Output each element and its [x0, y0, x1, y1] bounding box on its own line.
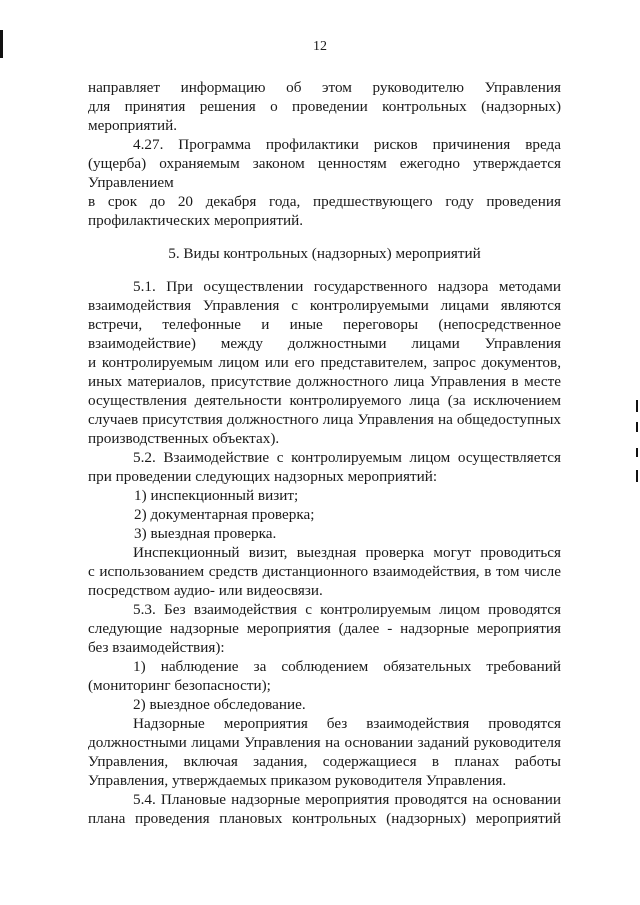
text-line: взаимодействия Управления с контролируемыми лицами являются	[88, 297, 561, 314]
section-5-heading: 5. Виды контрольных (надзорных) мероприятий	[168, 245, 481, 262]
text-line: (ущерба) охраняемым законом ценностям ежегодно утверждается	[88, 155, 561, 172]
text-line: взаимодействие) между должностными лицами Управления	[88, 335, 561, 352]
scan-edge-mark-right-4	[636, 470, 638, 482]
text-line: 2) выездное обследование.	[133, 696, 306, 713]
text-line: Инспекционный визит, выездная проверка могут проводиться	[133, 544, 561, 561]
paragraph-5-1	[88, 277, 561, 448]
text-line: для принятия решения о проведении контрольных (надзорных)	[88, 98, 561, 115]
text-line: Управления, включая задания, содержащиеся в планах работы	[88, 753, 561, 770]
text-line: должностными лицами Управления на основании заданий руководителя	[88, 734, 561, 751]
paragraph-5-2	[88, 448, 561, 486]
paragraph-5-3-item-1	[88, 657, 561, 695]
list-item: 1) инспекционный визит;	[134, 487, 299, 504]
list-item: 2) документарная проверка;	[134, 506, 315, 523]
text-line: 5.3. Без взаимодействия с контролируемым лицом проводятся	[133, 601, 561, 618]
list-5-2	[88, 486, 561, 543]
text-line: случаев присутствия должностного лица Управления на общедоступных	[88, 411, 561, 428]
document-body	[88, 78, 561, 828]
text-line: в срок до 20 декабря года, предшествующего году проведения	[88, 193, 561, 210]
text-line: 5.4. Плановые надзорные мероприятия проводятся на основании	[133, 791, 561, 808]
page-number: 12	[313, 39, 327, 54]
text-line: Надзорные мероприятия без взаимодействия проводятся	[133, 715, 561, 732]
text-line: без взаимодействия):	[88, 639, 225, 656]
text-line: 5.2. Взаимодействие с контролируемым лицом осуществляется	[133, 449, 561, 466]
text-line: 1) наблюдение за соблюдением обязательных требований	[133, 658, 561, 675]
text-line: осуществления деятельности контролируемого лица (за исключением	[88, 392, 561, 409]
text-line: иных материалов, присутствие должностного лица Управления в месте	[88, 373, 561, 390]
paragraph-5-3-tasks	[88, 714, 561, 790]
list-item: 3) выездная проверка.	[134, 525, 277, 542]
paragraph-5-2-remote	[88, 543, 561, 600]
text-line: профилактических мероприятий.	[88, 212, 304, 229]
scan-edge-mark-right-2	[636, 422, 638, 432]
paragraph-5-3	[88, 600, 561, 657]
scan-edge-mark-right	[636, 400, 638, 412]
text-line: Управления, утверждаемых приказом руководителя Управления.	[88, 772, 507, 789]
text-line: 5.1. При осуществлении государственного надзора методами	[133, 278, 561, 295]
paragraph-5-3-item-2	[88, 695, 561, 714]
text-line: (мониторинг безопасности);	[88, 677, 271, 694]
text-line: с использованием средств дистанционного взаимодействия, в том числе	[88, 563, 561, 580]
paragraph-4-27	[88, 135, 561, 192]
text-line: посредством аудио- или видеосвязи.	[88, 582, 323, 599]
text-line: мероприятий.	[88, 117, 178, 134]
text-line: направляет информацию об этом руководителю Управления	[88, 79, 561, 96]
text-line: следующие надзорные мероприятия (далее - надзорные мероприятия	[88, 620, 561, 637]
text-line: при проведении следующих надзорных мероприятий:	[88, 468, 438, 485]
text-line: производственных объектах).	[88, 430, 280, 447]
paragraph-4-26-end	[88, 78, 561, 135]
scan-edge-mark-right-3	[636, 448, 638, 457]
paragraph-5-4	[88, 790, 561, 828]
text-line: и контролируемым лицом или его представителем, запрос документов,	[88, 354, 561, 371]
text-line: встречи, телефонные и иные переговоры (непосредственное	[88, 316, 561, 333]
text-line: плана проведения плановых контрольных (надзорных) мероприятий	[88, 810, 561, 827]
text-line: 4.27. Программа профилактики рисков причинения вреда	[133, 136, 561, 153]
paragraph-4-27-continued	[88, 192, 561, 230]
text-line: Управлением	[88, 174, 174, 191]
